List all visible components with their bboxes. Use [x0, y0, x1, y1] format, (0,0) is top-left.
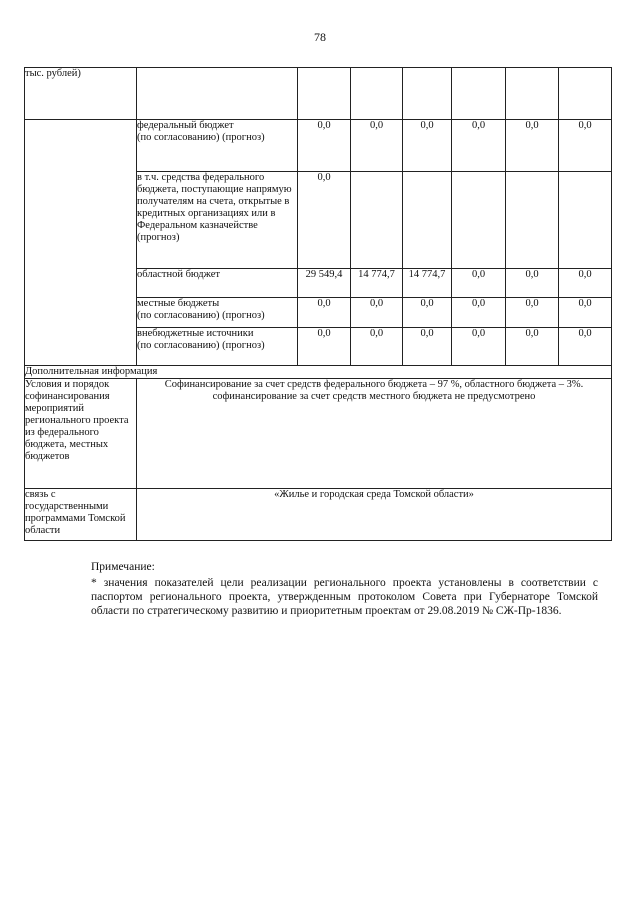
value-cell: 0,0: [452, 328, 506, 366]
value-cell: 29 549,4: [298, 269, 351, 298]
value-cell: 0,0: [452, 269, 506, 298]
note-title: Примечание:: [91, 561, 155, 573]
value-cell: 0,0: [452, 120, 506, 172]
additional-info-heading: Дополнительная информация: [25, 366, 612, 379]
value-cell: 14 774,7: [351, 269, 403, 298]
value-cell: [452, 172, 506, 269]
funding-table: [24, 67, 612, 541]
value-cell: 0,0: [298, 120, 351, 172]
cofinancing-label: Условия и порядок софинансирования мероприятий регионального проекта из федерального бюджета, местных бюджетов: [25, 379, 137, 489]
value-cell: 0,0: [351, 120, 403, 172]
value-cell: 0,0: [506, 120, 559, 172]
value-cell: 0,0: [559, 328, 612, 366]
value-cell: 0,0: [403, 328, 452, 366]
value-cell: [506, 172, 559, 269]
source-label: в т.ч. средства федерального бюджета, поступающие напрямую получателям на счета, открытые в кредитных организациях или в Федеральном казначействе (прогноз): [137, 172, 298, 269]
value-cell: 0,0: [506, 298, 559, 328]
value-cell: 0,0: [298, 328, 351, 366]
table-row-section: [25, 366, 612, 379]
table-row: [25, 379, 612, 489]
units-label: тыс. рублей): [25, 68, 137, 120]
value-cell: 0,0: [298, 298, 351, 328]
table-row-header-continuation: [25, 68, 612, 120]
programs-text: «Жилье и городская среда Томской области»: [137, 489, 612, 541]
value-cell: [559, 172, 612, 269]
source-label: внебюджетные источники (по согласованию) (прогноз): [137, 328, 298, 366]
value-cell: 14 774,7: [403, 269, 452, 298]
value-cell: 0,0: [351, 298, 403, 328]
empty-stub-cell: [25, 120, 137, 366]
source-label: областной бюджет: [137, 269, 298, 298]
source-label: федеральный бюджет (по согласованию) (прогноз): [137, 120, 298, 172]
value-cell: 0,0: [559, 120, 612, 172]
value-cell: 0,0: [298, 172, 351, 269]
value-cell: 0,0: [452, 298, 506, 328]
value-cell: [403, 172, 452, 269]
value-cell: 0,0: [559, 298, 612, 328]
table-row: [25, 489, 612, 541]
cofinancing-text: Софинансирование за счет средств федерального бюджета – 97 %, областного бюджета – 3%. софинансирование за счет средств местного бюджета не предусмотрено: [137, 379, 612, 489]
programs-label: связь с государственными программами Томской области: [25, 489, 137, 541]
value-cell: 0,0: [506, 328, 559, 366]
value-cell: 0,0: [506, 269, 559, 298]
value-cell: [351, 172, 403, 269]
footnote: [91, 560, 598, 618]
page-number: 78: [314, 30, 326, 44]
note-text: * значения показателей цели реализации регионального проекта установлены в соответствии с паспортом регионального проекта, утвержденным протоколом Совета при Губернаторе Томской области по стратегическому развитию и приоритетным проектам от 29.08.2019 № СЖ-Пр-1836.: [91, 577, 598, 617]
value-cell: 0,0: [559, 269, 612, 298]
value-cell: 0,0: [351, 328, 403, 366]
table-row: [25, 120, 612, 172]
value-cell: 0,0: [403, 120, 452, 172]
source-label: местные бюджеты (по согласованию) (прогноз): [137, 298, 298, 328]
value-cell: 0,0: [403, 298, 452, 328]
